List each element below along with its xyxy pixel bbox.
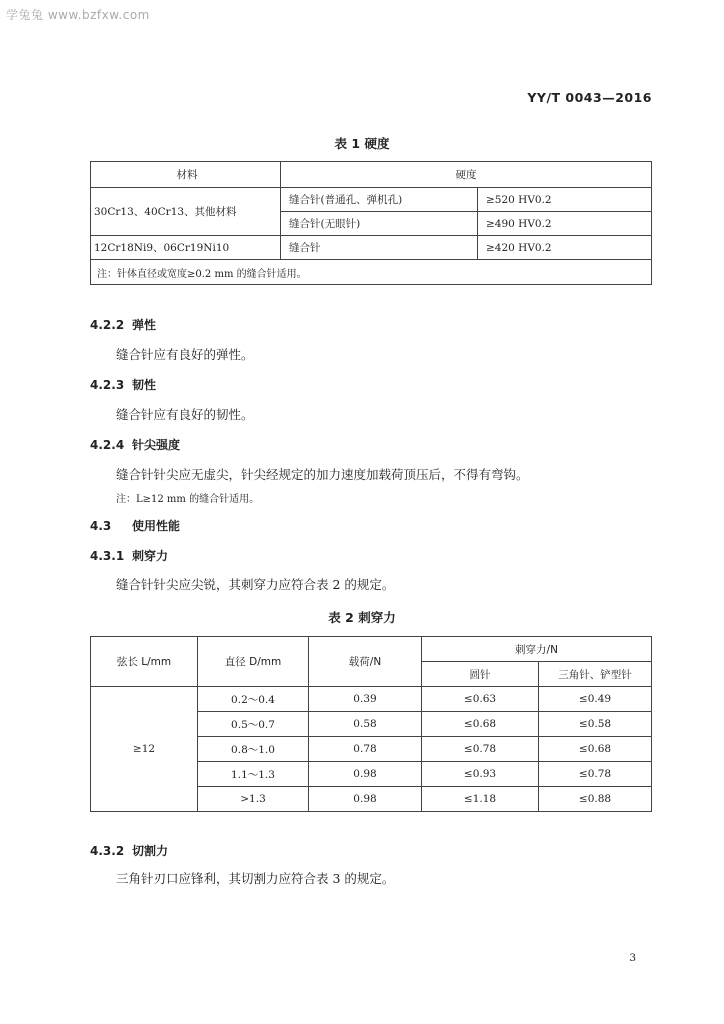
diameter-cell: 0.8～1.0 [198,737,309,762]
load-cell: 0.58 [309,712,422,737]
section-number: 4.2.2 [90,318,125,332]
header-hardness: 硬度 [281,162,652,188]
section-number: 4.2.3 [90,378,125,392]
header-triangle-needle: 三角针、铲型针 [539,662,652,687]
paragraph: 缝合针针尖应无虚尖，针尖经规定的加力速度加载荷顶压后，不得有弯钩。 [116,467,529,482]
watermark: 学兔兔 www.bzfxw.com [6,8,150,22]
table-row [91,188,652,212]
header-round-needle: 圆针 [422,662,539,687]
section-title: 使用性能 [132,519,181,533]
header-load: 载荷/N [309,637,422,687]
paragraph: 缝合针针尖应尖锐，其刺穿力应符合表 2 的规定。 [116,577,395,592]
paragraph: 缝合针应有良好的弹性。 [116,347,254,362]
needle-type-cell: 缝合针(无眼针) [281,212,478,236]
triangle-force-cell: ≤0.49 [539,687,652,712]
load-cell: 0.98 [309,762,422,787]
puncture-force-table [90,636,652,812]
chord-cell: ≥12 [91,687,198,812]
table-row [91,687,652,712]
header-diameter: 直径 D/mm [198,637,309,687]
hardness-value-cell: ≥420 HV0.2 [478,236,652,260]
paragraph: 三角针刃口应锋利，其切割力应符合表 3 的规定。 [116,871,395,886]
load-cell: 0.78 [309,737,422,762]
material-cell: 30Cr13、40Cr13、其他材料 [91,188,281,236]
triangle-force-cell: ≤0.68 [539,737,652,762]
table-header-row [91,637,652,662]
section-title: 针尖强度 [132,438,181,452]
table-row [91,236,652,260]
section-number: 4.2.4 [90,438,125,452]
header-chord: 弦长 L/mm [91,637,198,687]
section-title: 韧性 [132,378,157,392]
section-number: 4.3.1 [90,549,125,563]
round-force-cell: ≤0.63 [422,687,539,712]
table1-caption: 表 1 硬度 [334,136,390,151]
section-title: 切割力 [132,844,169,858]
table-note: 注：针体直径或宽度≥0.2 mm 的缝合针适用。 [91,260,652,285]
note: 注：L≥12 mm 的缝合针适用。 [116,494,260,505]
section-heading [90,316,156,333]
needle-type-cell: 缝合针 [281,236,478,260]
section-title: 刺穿力 [132,549,169,563]
hardness-value-cell: ≥520 HV0.2 [478,188,652,212]
section-number: 4.3 [90,519,112,533]
header-material: 材料 [91,162,281,188]
table-header-row [91,162,652,188]
section-number: 4.3.2 [90,844,125,858]
section-heading [90,436,180,453]
load-cell: 0.39 [309,687,422,712]
diameter-cell: 0.5～0.7 [198,712,309,737]
section-heading [90,842,168,859]
header-force: 刺穿力/N [422,637,652,662]
triangle-force-cell: ≤0.58 [539,712,652,737]
diameter-cell: 1.1～1.3 [198,762,309,787]
triangle-force-cell: ≤0.78 [539,762,652,787]
table-note-row [91,260,652,285]
hardness-table [90,161,652,285]
material-cell: 12Cr18Ni9、06Cr19Ni10 [91,236,281,260]
standard-number: YY/T 0043—2016 [527,90,652,105]
round-force-cell: ≤1.18 [422,787,539,812]
round-force-cell: ≤0.78 [422,737,539,762]
section-heading [90,376,156,393]
diameter-cell: >1.3 [198,787,309,812]
section-title: 弹性 [132,318,157,332]
triangle-force-cell: ≤0.88 [539,787,652,812]
section-heading [90,517,180,534]
table2-caption: 表 2 刺穿力 [328,610,396,625]
paragraph: 缝合针应有良好的韧性。 [116,407,254,422]
page-number: 3 [629,952,636,964]
section-heading [90,547,168,564]
load-cell: 0.98 [309,787,422,812]
hardness-value-cell: ≥490 HV0.2 [478,212,652,236]
round-force-cell: ≤0.93 [422,762,539,787]
needle-type-cell: 缝合针(普通孔、弹机孔) [281,188,478,212]
diameter-cell: 0.2～0.4 [198,687,309,712]
round-force-cell: ≤0.68 [422,712,539,737]
